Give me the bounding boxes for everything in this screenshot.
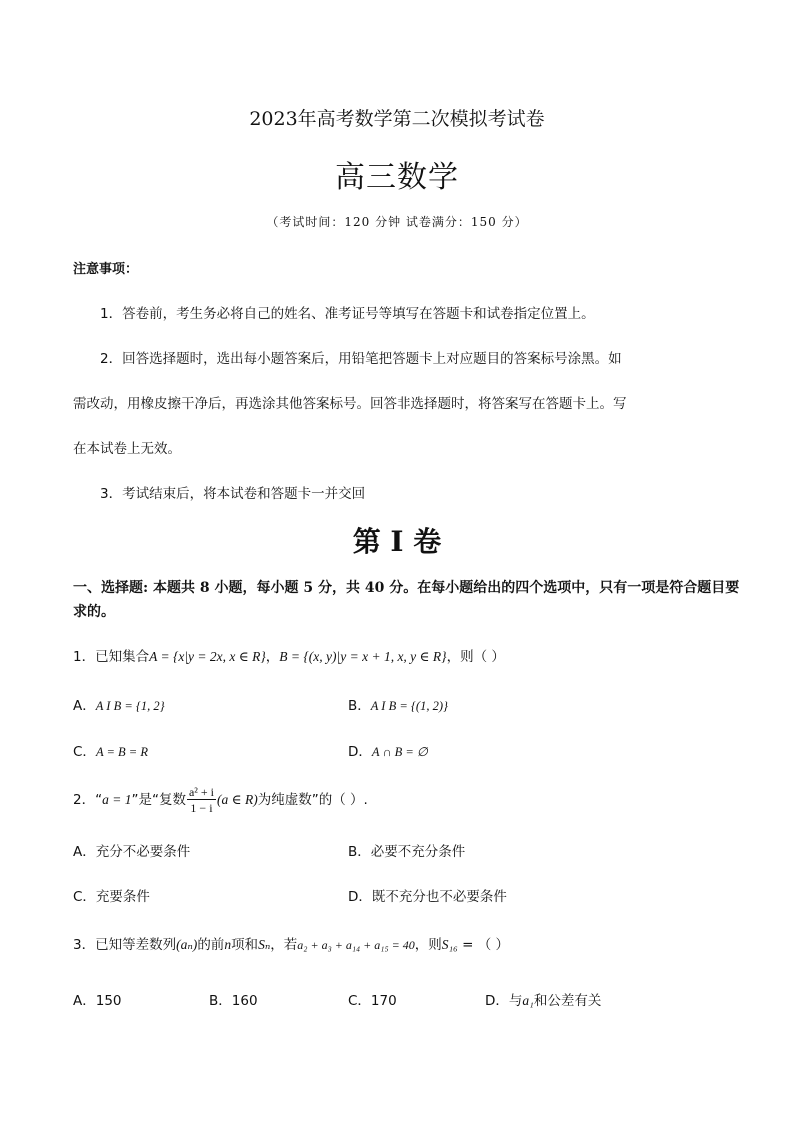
first-term-a1: a₁ <box>522 993 534 1008</box>
question-2-suffix: 为纯虚数”的（ ）. <box>257 792 368 808</box>
question-1-option-b <box>348 694 448 714</box>
condition-a-equals-1: a = 1 <box>102 792 132 807</box>
fraction-denominator: 1 − i <box>190 801 213 815</box>
section-heading-line-2: 求的。 <box>73 604 115 620</box>
subject-title: 高三数学 <box>335 160 459 195</box>
fraction-numerator: a² + i <box>188 785 214 799</box>
question-2-option-b: B．必要不充分条件 <box>348 844 466 860</box>
exam-time-info: （考试时间：120 分钟 试卷满分：150 分） <box>266 215 528 229</box>
sum-s16: S₁₆ <box>441 937 458 952</box>
question-2-prefix: 2．“ <box>73 792 103 808</box>
note-item-3: 3．考试结束后，将本试卷和答题卡一并交回 <box>100 486 366 502</box>
question-1-option-d <box>348 740 428 760</box>
notes-heading: 注意事项： <box>73 262 139 277</box>
question-3-stem <box>73 933 509 953</box>
note-item-2-line-1: 2．回答选择题时，选出每小题答案后，用铅笔把答题卡上对应题目的答案标号涂黑。如 <box>100 351 622 367</box>
option-c-label: C． <box>73 744 96 760</box>
question-3-option-b: B．160 <box>209 993 258 1009</box>
question-3-option-a: A．150 <box>73 993 122 1009</box>
question-3-suffix: = （ ） <box>457 937 510 953</box>
option-d-suffix: 和公差有关 <box>533 993 602 1009</box>
option-d-prefix: D．与 <box>485 993 523 1009</box>
variable-n: n <box>224 937 232 952</box>
question-2-option-a: A．充分不必要条件 <box>73 844 191 860</box>
option-a-label: A． <box>73 698 96 714</box>
option-a-math: A I B = {1, 2} <box>95 699 165 713</box>
note-item-2-line-3: 在本试卷上无效。 <box>73 441 181 457</box>
question-2-option-d: D．既不充分也不必要条件 <box>348 889 507 905</box>
sequence-equation: a₂ + a₃ + a₁₄ + a₁₅ = 40 <box>297 938 415 952</box>
question-2-option-c: C．充要条件 <box>73 889 150 905</box>
question-1-stem <box>73 645 505 665</box>
option-b-label: B． <box>348 698 371 714</box>
question-3-mid-2: 项和 <box>231 937 259 953</box>
note-item-1: 1．答卷前，考生务必将自己的姓名、准考证号等填写在答题卡和试卷指定位置上。 <box>100 306 595 322</box>
option-d-math: A ∩ B = ∅ <box>371 745 428 759</box>
question-1-option-c <box>73 740 148 760</box>
option-d-label: D． <box>348 744 372 760</box>
question-3-prefix: 3．已知等差数列 <box>73 937 177 953</box>
question-1-option-a <box>73 694 165 714</box>
complex-fraction <box>187 786 216 814</box>
set-b-definition: B = {(x, y)|y = x + 1, x, y ∈ R} <box>279 649 447 664</box>
question-3-mid-1: 的前 <box>197 937 225 953</box>
section-heading-line-1: 一、选择题: 本题共 8 小题，每小题 5 分，共 40 分。在每小题给出的四个选项中，只有一项是符合题目要 <box>73 580 740 596</box>
question-3-option-c: C．170 <box>348 993 397 1009</box>
sequence-symbol: (aₙ) <box>176 937 198 952</box>
question-2-stem <box>73 783 368 817</box>
question-1-suffix: ，则（ ） <box>446 649 505 665</box>
option-c-math: A = B = R <box>95 745 148 759</box>
question-3-option-d <box>485 989 601 1009</box>
sum-sn: Sₙ <box>258 937 271 952</box>
option-b-math: A I B = {(1, 2)} <box>370 699 448 713</box>
question-3-mid-3: ，若 <box>270 937 298 953</box>
volume-title: 第 I 卷 <box>352 525 442 558</box>
question-1-comma: ， <box>265 649 280 665</box>
question-2-mid: ”是“复数 <box>131 792 186 808</box>
exam-title: 2023年高考数学第二次模拟考试卷 <box>249 108 545 130</box>
question-3-mid-4: ，则 <box>414 937 442 953</box>
set-a-definition: A = {x|y = 2x, x ∈ R} <box>149 649 266 664</box>
parameter-domain: (a ∈ R) <box>217 792 258 807</box>
question-1-prefix: 1．已知集合 <box>73 649 150 665</box>
note-item-2-line-2: 需改动，用橡皮擦干净后，再选涂其他答案标号。回答非选择题时，将答案写在答题卡上。写 <box>73 396 627 412</box>
